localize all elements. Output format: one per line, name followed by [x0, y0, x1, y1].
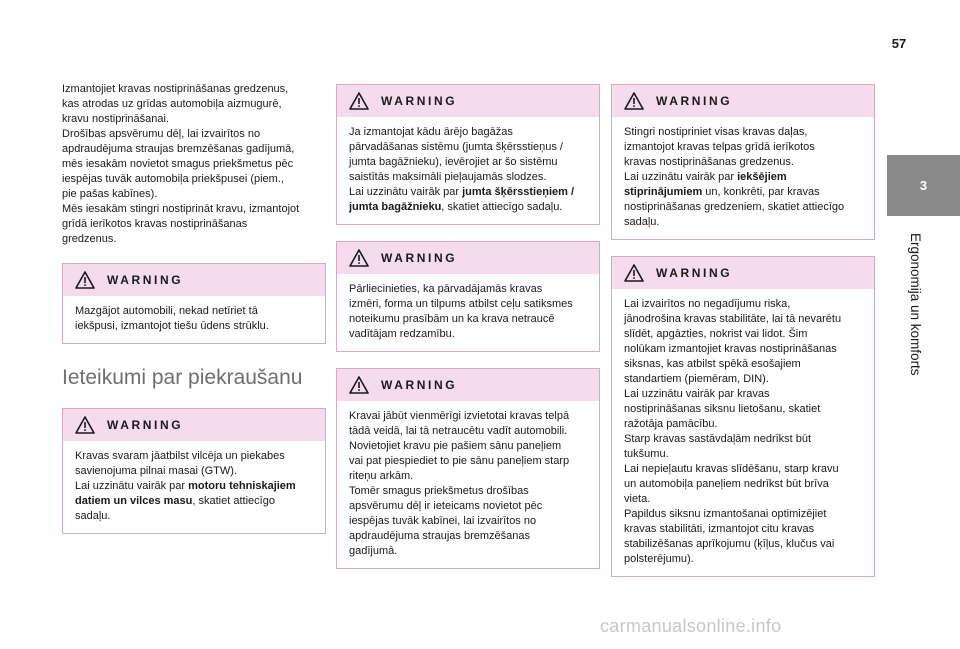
warning-text-bold: motoru tehniskajiem datiem un vilces masu	[75, 480, 296, 507]
intro-paragraph: Izmantojiet kravas nostiprināšanas gredzenus, kas atrodas uz grīdas automobiļa aizmugurē, kravu nostiprināšanai. Drošības apsvērumu dēļ, lai izvairītos no apdraudējuma straujas bremzēšanas gadījumā, mēs iesakām novietot smagus priekšmetus pēc iespējas tuvāk automobiļa priekšpusei (piem., pie pašas kabīnes). Mēs iesakām stingri nostiprināt kravu, izmantojot grīdā ierīkotos kravas nostiprināšanas gredzenus.	[62, 83, 300, 245]
warning-triangle-icon	[624, 264, 644, 282]
warning-text: Lai izvairītos no negadījumu riska, jānodrošina kravas stabilitāte, lai tā nevarētu slīdēt, apgāzties, nokrist vai lidot. Šim nolūkam izmantojiet kravas nostiprināšanas siksnas, kas atbilst spēkā esošajiem standartiem (piemēram, DIN). Lai uzzinātu vairāk par kravas nostiprināšanas siksnu lietošanu, skatiet ražotāja pamācību. Starp kravas sastāvdaļām nedrīkst būt tukšumu. Lai nepieļautu kravas slīdēšanu, starp kravu un automobiļa paneļiem nedrīkst būt brīva vieta. Papildus siksnu izmantošanai optimizējiet kravas stabilitāti, izmantojot citu kravas stabilizēšanas aprīkojumu (ķīļus, klučus vai polsterējumu).	[624, 298, 842, 565]
warning-text: Mazgājot automobili, nekad netīriet tā iekšpusi, izmantojot tiešu ūdens strūklu.	[75, 305, 269, 332]
warning-text-part: , skatiet attiecīgo sadaļu.	[441, 201, 563, 213]
page-number: 57	[891, 36, 907, 51]
warning-triangle-icon	[349, 249, 369, 267]
warning-box	[336, 368, 600, 569]
warning-header	[63, 264, 325, 296]
warning-header	[337, 85, 599, 117]
warning-text-bold: iekšējiem stiprinājumiem	[624, 171, 787, 198]
warning-box	[611, 256, 875, 577]
warning-box	[336, 84, 600, 225]
warning-text: Kravai jābūt vienmērīgi izvietotai kravas telpā tādā veidā, lai tā netraucētu vadīt automobili. Novietojiet kravu pie pašiem sānu paneļiem vai pat piespiediet to pie sānu paneļiem starp riteņu arkām. Tomēr smagus priekšmetus drošības apsvērumu dēļ ir ieteicams novietot pēc iespējas tuvāk kabīnei, lai izvairītos no apdraudējuma straujas bremzēšanas gadījumā.	[349, 410, 570, 557]
warning-title: WARNING	[381, 94, 458, 108]
chapter-number: 3	[919, 178, 928, 193]
warning-triangle-icon	[349, 376, 369, 394]
column-middle	[336, 84, 600, 585]
warning-title: WARNING	[381, 251, 458, 265]
warning-title: WARNING	[656, 266, 733, 280]
warning-triangle-icon	[75, 271, 95, 289]
warning-triangle-icon	[75, 416, 95, 434]
warning-text	[63, 441, 325, 533]
warning-box	[611, 84, 875, 240]
warning-triangle-icon	[624, 92, 644, 110]
warning-box	[336, 241, 600, 352]
warning-text-part: Ja izmantojat kādu ārējo bagāžas pārvadāšanas sistēmu (jumta šķērsstieņus / jumta bagāžnieku), ievērojiet ar šo sistēmu saistītās maksimāli pieļaujamās slodzes. Lai uzzinātu vairāk par	[349, 126, 563, 198]
column-left	[62, 82, 326, 550]
warning-header	[337, 242, 599, 274]
chapter-tab[interactable]	[887, 155, 960, 216]
warning-title: WARNING	[107, 418, 184, 432]
warning-title: WARNING	[107, 273, 184, 287]
warning-text-part: , skatiet attiecīgo sadaļu.	[75, 495, 275, 522]
warning-box	[62, 408, 326, 534]
warning-text-part: Kravas svaram jāatbilst vilcēja un piekabes savienojuma pilnai masai (GTW). Lai uzzinātu vairāk par	[75, 450, 285, 492]
warning-header	[612, 85, 874, 117]
column-right	[611, 84, 875, 593]
warning-text-part: un, konkrēti, par kravas nostiprināšanas gredzeniem, skatiet attiecīgo sadaļu.	[624, 186, 845, 228]
warning-header	[337, 369, 599, 401]
warning-title: WARNING	[656, 94, 733, 108]
warning-text	[337, 117, 599, 224]
warning-header	[63, 409, 325, 441]
chapter-title: Ergonomija un komforts	[908, 233, 923, 376]
warning-header	[612, 257, 874, 289]
warning-title: WARNING	[381, 378, 458, 392]
warning-text-bold: jumta šķērsstieņiem / jumta bagāžnieku	[349, 186, 575, 213]
warning-triangle-icon	[349, 92, 369, 110]
warning-text: Pārliecinieties, ka pārvadājamās kravas izmēri, forma un tilpums atbilst ceļu satiksmes noteikumu prasībām un ka krava netraucē vadītājam redzamību.	[349, 283, 573, 340]
warning-box	[62, 263, 326, 344]
warning-text-part: Stingri nostipriniet visas kravas daļas, izmantojot kravas telpas grīdā ierīkotos kravas nostiprināšanas gredzenus. Lai uzzinātu vairāk par	[624, 126, 815, 183]
section-heading: Ieteikumi par piekraušanu	[62, 366, 303, 389]
warning-text	[612, 117, 874, 239]
watermark: carmanualsonline.info	[600, 616, 782, 636]
